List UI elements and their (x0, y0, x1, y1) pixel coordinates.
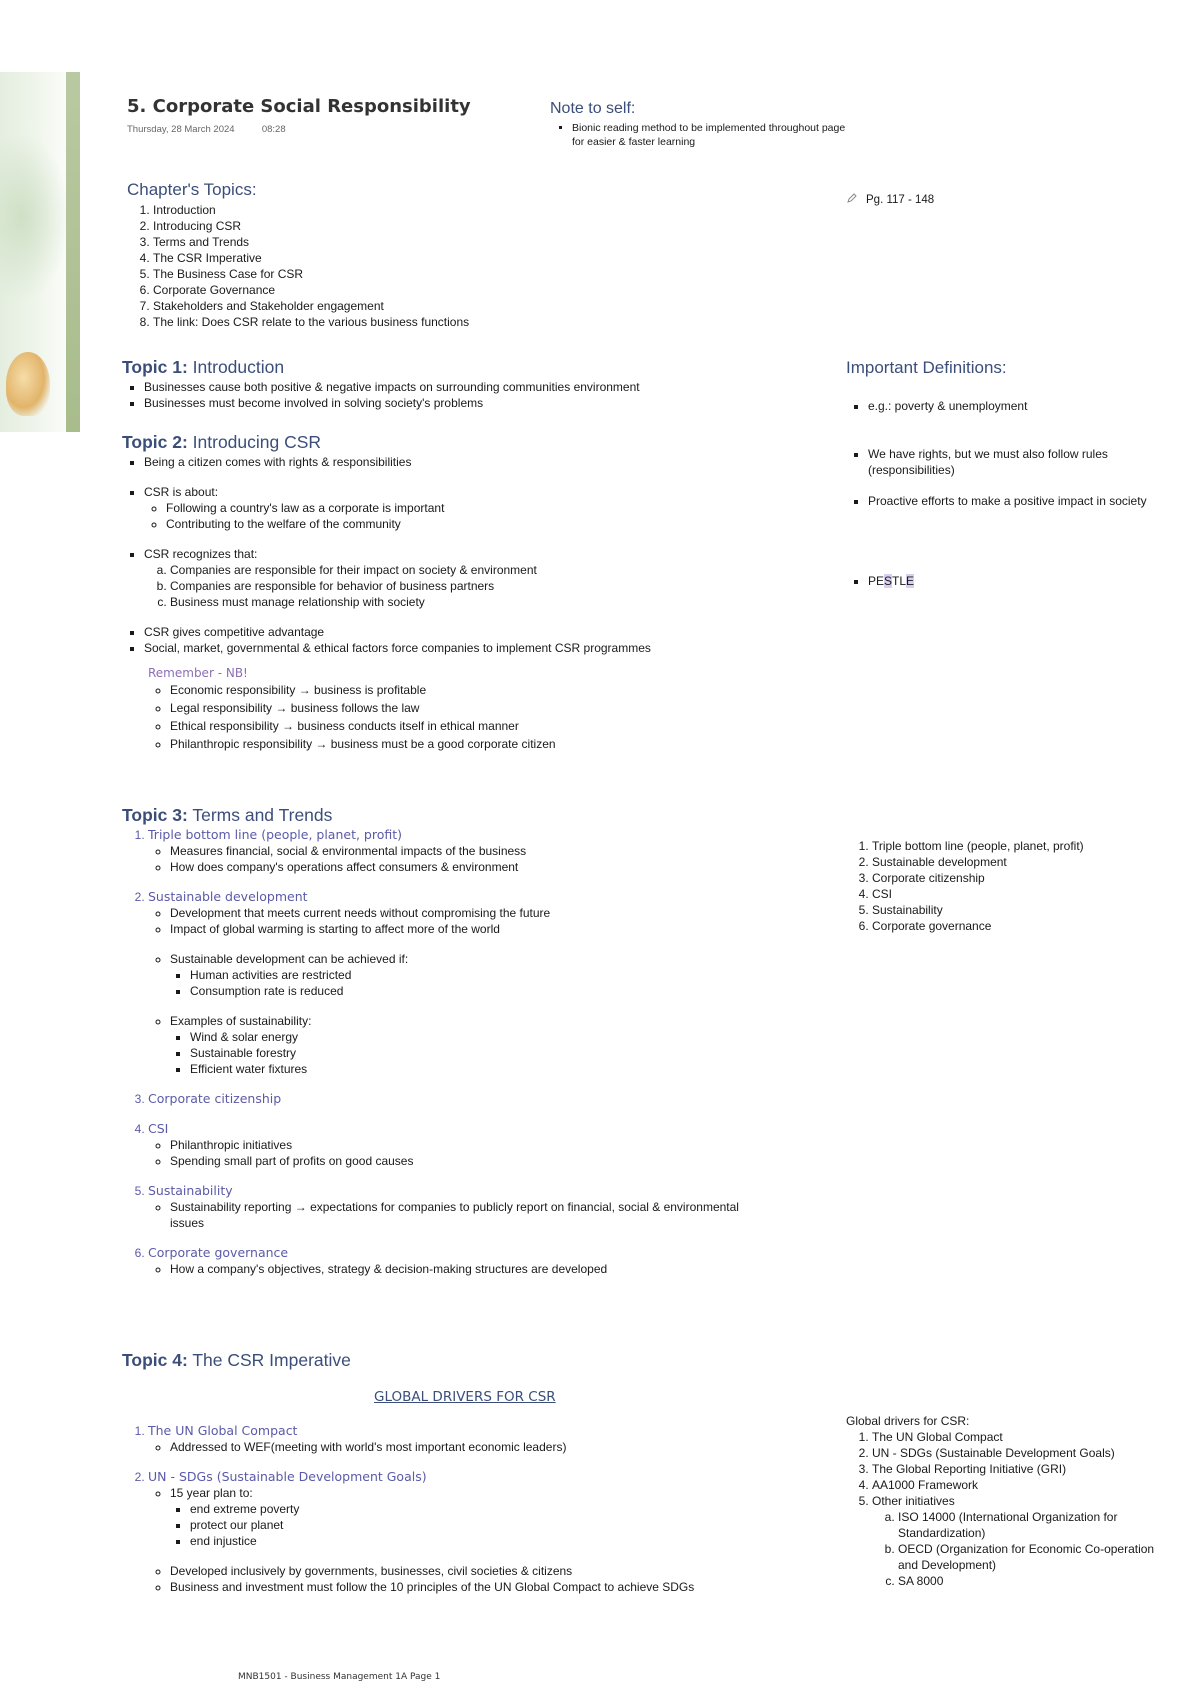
section-item (148, 827, 842, 875)
sub-item-text: Sustainable development can be achieved if: (170, 952, 409, 966)
globe-glow (0, 132, 70, 302)
sub-list (144, 562, 842, 610)
sub-item: ◦ Business and investment must follow the 10 principles of the UN Global Compact to achieve SDGs (170, 1579, 842, 1595)
section-heading: Corporate citizenship (148, 1091, 282, 1106)
list-item: 1. The UN Global Compact (872, 1429, 1186, 1445)
topic-number: Topic 2: (122, 432, 188, 452)
pestle-part: PE (868, 574, 885, 588)
list-item-text: CSR recognizes that: (144, 547, 258, 561)
section-heading: The UN Global Compact (148, 1423, 298, 1438)
section-item (148, 1121, 842, 1169)
page-date: Thursday, 28 March 2024 (127, 124, 235, 135)
page-title: 5. Corporate Social Responsibility (127, 96, 471, 117)
sub-sub-item: ▪ Wind & solar energy (190, 1029, 842, 1045)
topic-name: The CSR Imperative (187, 1350, 351, 1370)
topic-number: Topic 4: (122, 1350, 188, 1370)
section-item (148, 1091, 842, 1107)
definition-1 (846, 398, 1186, 414)
list-item (144, 546, 842, 610)
topic-4-list (122, 1423, 842, 1595)
topic-2-list (122, 454, 842, 656)
sub-item: b. OECD (Organization for Economic Co-operation and Development) (898, 1541, 1168, 1573)
sub-sub-list (170, 1029, 842, 1077)
sub-item: ◦ How does company's operations affect consumers & environment (170, 859, 842, 875)
list-item: 2. Introducing CSR (153, 218, 687, 234)
pestle-part: TL (892, 574, 907, 588)
list-item: ▪ Businesses must become involved in solving society's problems (144, 395, 822, 411)
sub-item: ◦ Impact of global warming is starting to affect more of the world (170, 921, 842, 937)
list-item: 7. Stakeholders and Stakeholder engagement (153, 298, 687, 314)
page-meta (127, 124, 286, 135)
topic-4-section (122, 1350, 842, 1595)
pestle-highlight: E (906, 574, 915, 588)
section-item (148, 1423, 842, 1455)
topic-3-side-list (846, 838, 1186, 934)
sub-item: b. Companies are responsible for behavior of business partners (170, 578, 842, 594)
sub-item: c. SA 8000 (898, 1573, 1168, 1589)
list-item: ◦ Philanthropic responsibility → business must be a good corporate citizen (170, 735, 842, 753)
list-item: ▪ Social, market, governmental & ethical factors force companies to implement CSR programmes (144, 640, 842, 656)
chapter-topics-list (127, 202, 687, 330)
section-item (148, 889, 842, 1077)
side-bar-stripe (66, 72, 80, 432)
sub-item-text: 15 year plan to: (170, 1486, 253, 1500)
list-item (144, 484, 842, 532)
sub-sub-list (170, 1501, 842, 1549)
sub-item: ◦ Contributing to the welfare of the community (166, 516, 842, 532)
sub-item (170, 1485, 842, 1549)
section-heading: CSI (148, 1121, 169, 1136)
topic-number: Topic 1: (122, 357, 188, 377)
section-item (148, 1245, 842, 1277)
terms-list (846, 838, 1186, 934)
sub-sub-item: ▪ protect our planet (190, 1517, 842, 1533)
list-item: 3. Terms and Trends (153, 234, 687, 250)
page-footer: MNB1501 - Business Management 1A Page 1 (238, 1672, 441, 1682)
sub-list (148, 1261, 842, 1277)
page-time: 08:28 (261, 124, 286, 135)
sub-list (148, 1485, 842, 1595)
list-item: ▪ Being a citizen comes with rights & responsibilities (144, 454, 842, 470)
globe-stand (6, 352, 50, 416)
list-item: 5. The Business Case for CSR (153, 266, 687, 282)
page-reference (846, 192, 934, 208)
topic-3-section (122, 805, 842, 1277)
section-heading: Triple bottom line (people, planet, profit) (148, 827, 403, 842)
definition-item: ▪ We have rights, but we must also follow rules (responsibilities) (868, 446, 1186, 478)
note-item: ▪ Bionic reading method to be implemented throughout page for easier & faster learning (572, 121, 850, 149)
sub-item (170, 951, 842, 999)
topic-name: Terms and Trends (187, 805, 333, 825)
topic-1-list (122, 379, 822, 411)
list-item: ◦ Economic responsibility → business is profitable (170, 681, 842, 699)
note-list (550, 121, 850, 149)
topic-4-heading (122, 1350, 842, 1371)
sub-list (144, 500, 842, 532)
sub-sub-item: ▪ Consumption rate is reduced (190, 983, 842, 999)
pestle-item (868, 573, 1046, 589)
list-item: 6. Corporate Governance (153, 282, 687, 298)
chapter-topics (127, 180, 687, 330)
list-item: ◦ Ethical responsibility → business conducts itself in ethical manner (170, 717, 842, 735)
pestle-highlight: S (884, 574, 893, 588)
sub-item: ◦ Following a country's law as a corporate is important (166, 500, 842, 516)
sub-sub-list (170, 967, 842, 999)
definitions-heading: Important Definitions: (846, 358, 1007, 377)
sub-item (170, 1013, 842, 1077)
sub-item: ◦ Addressed to WEF(meeting with world's most important economic leaders) (170, 1439, 842, 1455)
page-reference-text: Pg. 117 - 148 (866, 194, 935, 206)
list-item: 1. Triple bottom line (people, planet, profit) (872, 838, 1186, 854)
list-item: 2. UN - SDGs (Sustainable Development Goals) (872, 1445, 1186, 1461)
sub-item: ◦ Sustainability reporting → expectations for companies to publicly report on financial, social & environmental issues (170, 1199, 750, 1231)
sub-item: a. Companies are responsible for their impact on society & environment (170, 562, 842, 578)
section-item (148, 1469, 842, 1595)
list-item: ▪ CSR gives competitive advantage (144, 624, 842, 640)
global-drivers-heading: GLOBAL DRIVERS FOR CSR (374, 1389, 556, 1405)
note-to-self (550, 100, 850, 149)
sub-item-text: Examples of sustainability: (170, 1014, 312, 1028)
note-heading: Note to self: (550, 100, 636, 117)
list-item: 3. The Global Reporting Initiative (GRI) (872, 1461, 1186, 1477)
sub-item: ◦ How a company's objectives, strategy & decision-making structures are developed (170, 1261, 842, 1277)
sub-list (148, 905, 842, 1077)
definition-item: ▪ e.g.: poverty & unemployment (868, 398, 1186, 414)
sub-sub-item: ▪ end injustice (190, 1533, 842, 1549)
sub-list (148, 1439, 842, 1455)
definition-item: ▪ Proactive efforts to make a positive impact in society (868, 493, 1196, 509)
sub-item: ◦ Development that meets current needs without compromising the future (170, 905, 842, 921)
sub-list (872, 1509, 1168, 1589)
topic-3-list (122, 827, 842, 1277)
list-item: ▪ Businesses cause both positive & negative impacts on surrounding communities environment (144, 379, 822, 395)
global-drivers-side (846, 1413, 1186, 1589)
sub-item: a. ISO 14000 (International Organization for Standardization) (898, 1509, 1168, 1541)
definition-4 (846, 573, 1046, 589)
section-item (148, 1183, 842, 1231)
topic-name: Introducing CSR (187, 432, 322, 452)
decorative-globe-image (0, 72, 82, 432)
topic-1-heading (122, 357, 822, 378)
section-heading: Corporate governance (148, 1245, 289, 1260)
sub-item: ◦ Philanthropic initiatives (170, 1137, 842, 1153)
sub-item: ◦ Developed inclusively by governments, businesses, civil societies & citizens (170, 1563, 842, 1579)
sub-sub-item: ▪ Human activities are restricted (190, 967, 842, 983)
definition-3 (846, 493, 1196, 509)
global-drivers-side-heading: Global drivers for CSR: (846, 1414, 970, 1428)
list-item: 3. Corporate citizenship (872, 870, 1186, 886)
topic-name: Introduction (187, 357, 285, 377)
sub-item: ◦ Measures financial, social & environmental impacts of the business (170, 843, 842, 859)
topic-2-heading (122, 432, 842, 453)
list-item (872, 1493, 1186, 1589)
sub-list (148, 1199, 750, 1231)
list-item: 8. The link: Does CSR relate to the various business functions (153, 314, 687, 330)
sub-item: c. Business must manage relationship with society (170, 594, 842, 610)
sub-sub-item: ▪ Sustainable forestry (190, 1045, 842, 1061)
topic-3-heading (122, 805, 842, 826)
remember-heading: Remember - NB! (148, 666, 248, 680)
sub-item: ◦ Spending small part of profits on good causes (170, 1153, 842, 1169)
topic-1-section (122, 357, 822, 411)
list-item-text: Other initiatives (872, 1494, 955, 1508)
list-item: 2. Sustainable development (872, 854, 1186, 870)
chapter-topics-heading: Chapter's Topics: (127, 180, 257, 199)
sub-sub-item: ▪ Efficient water fixtures (190, 1061, 842, 1077)
list-item: 6. Corporate governance (872, 918, 1186, 934)
definition-2 (846, 446, 1186, 478)
list-item: 5. Sustainability (872, 902, 1186, 918)
topic-number: Topic 3: (122, 805, 188, 825)
section-heading: Sustainable development (148, 889, 308, 904)
global-drivers-list (846, 1429, 1186, 1589)
topic-2-section (122, 432, 842, 753)
pencil-icon (846, 192, 858, 204)
sub-sub-item: ▪ end extreme poverty (190, 1501, 842, 1517)
sub-list (148, 1137, 842, 1169)
list-item: ◦ Legal responsibility → business follows the law (170, 699, 842, 717)
list-item: 4. The CSR Imperative (153, 250, 687, 266)
remember-list (122, 681, 842, 753)
section-heading: Sustainability (148, 1183, 233, 1198)
sub-list (148, 843, 842, 875)
section-heading: UN - SDGs (Sustainable Development Goals) (148, 1469, 427, 1484)
list-item: 4. CSI (872, 886, 1186, 902)
list-item-text: CSR is about: (144, 485, 219, 499)
list-item: 1. Introduction (153, 202, 687, 218)
list-item: 4. AA1000 Framework (872, 1477, 1186, 1493)
